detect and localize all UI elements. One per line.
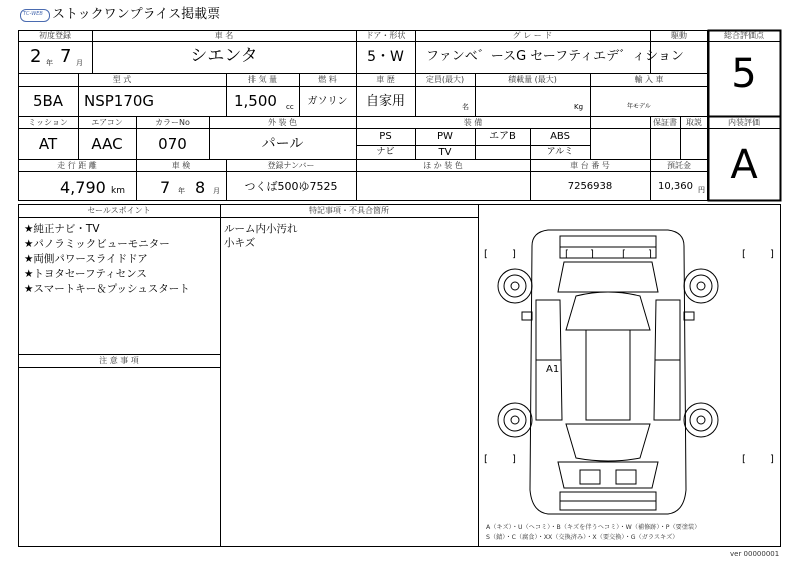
label-capacity: 定員(最大) bbox=[425, 75, 465, 84]
logo-text: TC-WEB bbox=[23, 11, 43, 17]
insp-year-unit: 年 bbox=[178, 187, 185, 195]
label-grade: グ レ ー ド bbox=[512, 31, 553, 40]
price-unit: 円 bbox=[698, 186, 705, 194]
equip-pw: PW bbox=[437, 131, 453, 142]
list-item: ★トヨタセーフティセンス bbox=[24, 268, 147, 280]
label-model: 型 式 bbox=[112, 75, 132, 84]
label-chassis: 車 台 番 号 bbox=[570, 161, 610, 170]
list-item: ★スマートキー＆プッシュスタート bbox=[24, 283, 190, 295]
model-value: NSP170G bbox=[84, 92, 155, 110]
label-mission: ミッション bbox=[28, 118, 68, 127]
model-prefix-value: 5BA bbox=[32, 92, 64, 110]
bracket-tl-open: [ bbox=[484, 249, 488, 260]
grade-value: ファンベ゛ースG セーフティエデ゛ィション bbox=[426, 49, 684, 64]
label-car-name: 車 名 bbox=[214, 31, 234, 40]
label-load: 積載量 (最大) bbox=[508, 75, 557, 84]
mileage-unit: km bbox=[111, 186, 125, 196]
label-first-reg: 初度登録 bbox=[39, 31, 71, 40]
interior-score-value: A bbox=[730, 142, 758, 188]
insp-year: 7 bbox=[160, 178, 171, 197]
label-interior-score: 内装評価 bbox=[728, 118, 760, 127]
page-title: ストックワンプライス掲載票 bbox=[52, 7, 221, 22]
bracket-br-open: [ bbox=[742, 454, 746, 465]
label-warranty: 保証書 bbox=[653, 118, 677, 127]
bracket-tm2-close: ] bbox=[648, 249, 652, 260]
label-price: 預託金 bbox=[667, 161, 691, 170]
bracket-tr-close: ] bbox=[770, 249, 774, 260]
mileage-value: 4,790 bbox=[60, 178, 106, 197]
reg-year-unit: 年 bbox=[46, 59, 53, 67]
car-name-value: シエンタ bbox=[190, 46, 258, 66]
equip-abs: ABS bbox=[550, 131, 570, 142]
label-sales-points: セールスポイント bbox=[87, 206, 151, 215]
load-unit: Kg bbox=[574, 103, 584, 111]
equip-tv: TV bbox=[438, 147, 452, 158]
equip-alumi: アルミ bbox=[546, 147, 574, 157]
label-color-no: カラーNo bbox=[155, 118, 190, 127]
reg-year: 2 bbox=[30, 46, 42, 67]
label-equipment: 装 備 bbox=[463, 118, 483, 127]
history-value: 自家用 bbox=[365, 94, 405, 109]
label-inspection: 車 検 bbox=[171, 161, 191, 170]
label-history: 車 歴 bbox=[376, 75, 395, 84]
bracket-tr-open: [ bbox=[742, 249, 746, 260]
label-import: 輸 入 車 bbox=[634, 75, 664, 84]
label-notes: 特記事項・不具合箇所 bbox=[309, 206, 389, 215]
equip-ps: PS bbox=[379, 131, 392, 142]
label-exterior-color: 外 装 色 bbox=[267, 118, 298, 127]
bracket-br-close: ] bbox=[770, 454, 774, 465]
reg-month-unit: 月 bbox=[76, 59, 83, 67]
aircon-value: AAC bbox=[91, 135, 123, 153]
label-aircon: エアコン bbox=[91, 118, 123, 127]
equip-airbag: エアB bbox=[489, 131, 516, 142]
label-overall-score: 総合評価点 bbox=[724, 31, 764, 40]
import-year-unit: 年モデル bbox=[627, 103, 651, 110]
label-door-shape: ドア・形状 bbox=[365, 31, 406, 40]
label-plate: 登録ナンバー bbox=[267, 161, 315, 170]
list-item: 小キズ bbox=[224, 237, 256, 249]
label-mileage: 走 行 距 離 bbox=[57, 161, 97, 170]
label-fuel: 燃 料 bbox=[318, 75, 337, 84]
bracket-tm2-open: [ bbox=[622, 249, 626, 260]
label-other-color: ほ か 装 色 bbox=[423, 161, 463, 170]
overall-score-value: 5 bbox=[731, 51, 757, 97]
door-shape-value: 5・W bbox=[367, 49, 404, 65]
fuel-value: ガソリン bbox=[307, 96, 348, 107]
equip-navi: ナビ bbox=[376, 147, 395, 157]
label-caution: 注 意 事 項 bbox=[99, 356, 139, 365]
list-item: ★パノラミックビューモニター bbox=[24, 238, 170, 250]
reg-month: 7 bbox=[60, 46, 72, 67]
color-no-value: 070 bbox=[158, 135, 187, 153]
bracket-tm1-close: ] bbox=[590, 249, 594, 260]
chassis-value: 7256938 bbox=[567, 181, 613, 192]
displacement-unit: cc bbox=[286, 103, 294, 111]
plate-value: つくば500ゆ7525 bbox=[244, 180, 338, 193]
list-item: ★純正ナビ・TV bbox=[24, 223, 100, 235]
bracket-tm1-open: [ bbox=[565, 249, 569, 260]
bracket-bl-open: [ bbox=[484, 454, 488, 465]
label-drive: 駆動 bbox=[671, 31, 687, 40]
bracket-tl-close: ] bbox=[512, 249, 516, 260]
list-item: ルーム内小汚れ bbox=[224, 223, 298, 235]
bracket-bl-close: ] bbox=[512, 454, 516, 465]
legend-line-2: S（錆）・C（腐食）・XX（交換済み）・X（要交換）・G（ガラスキズ） bbox=[486, 534, 679, 541]
version-label: ver 00000001 bbox=[730, 550, 780, 558]
capacity-unit: 名 bbox=[462, 103, 469, 111]
insp-month-unit: 月 bbox=[213, 187, 220, 195]
label-displacement: 排 気 量 bbox=[247, 75, 278, 84]
mission-value: AT bbox=[38, 135, 58, 153]
damage-marker-a1: A1 bbox=[546, 364, 560, 375]
label-manual: 取説 bbox=[686, 118, 702, 127]
list-item: ★両側パワースライドドア bbox=[24, 253, 148, 265]
displacement-value: 1,500 bbox=[234, 92, 277, 110]
insp-month: 8 bbox=[195, 178, 206, 197]
price-value: 10,360 bbox=[658, 181, 693, 192]
legend-line-1: A（キズ）・U（ヘコミ）・B（キズを伴うヘコミ）・W（補修跡）・P（要塗装） bbox=[486, 524, 701, 531]
exterior-color-value: パール bbox=[261, 136, 304, 152]
